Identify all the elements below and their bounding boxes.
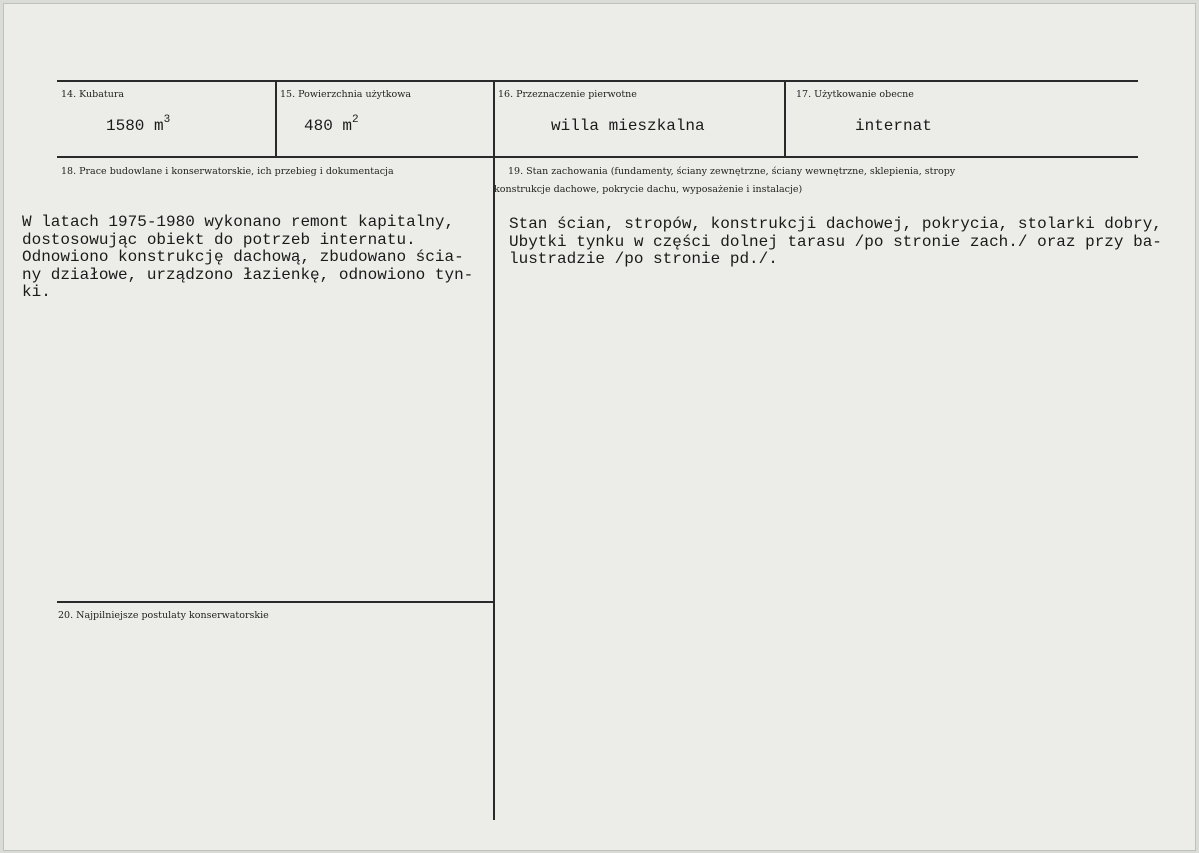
- row-rule: [57, 156, 1138, 158]
- field-16-label: 16. Przeznaczenie pierwotne: [498, 89, 637, 100]
- separator-14-15: [275, 80, 277, 158]
- field-19-label-line1: 19. Stan zachowania (fundamenty, ściany zewnętrzne, ściany wewnętrzne, sklepienia, stropy: [508, 166, 956, 177]
- field-19-label-line2: konstrukcje dachowe, pokrycie dachu, wyposażenie i instalacje): [494, 184, 803, 195]
- field-15-value: 480 $m^2$: [304, 114, 359, 135]
- field-20-rule: [57, 601, 494, 603]
- field-14-value: 1580 $m^3$: [106, 114, 171, 135]
- field-14-label: 14. Kubatura: [61, 89, 125, 100]
- field-18-text: W latach 1975-1980 wykonano remont kapitalny, dostosowując obiekt do potrzeb internatu. Odnowiono konstrukcję dachową, zbudowano ścia- ny działowe, urządzono łazienkę, odnowiono tyn- ki.: [22, 213, 474, 301]
- field-17-label: 17. Użytkowanie obecne: [796, 89, 914, 100]
- main-divider: [493, 156, 495, 820]
- field-14-unit-exponent: 3: [163, 114, 171, 126]
- field-15-label: 15. Powierzchnia użytkowa: [280, 89, 412, 100]
- field-20-label: 20. Najpilniejsze postulaty konserwatorskie: [58, 610, 269, 621]
- field-18-label: 18. Prace budowlane i konserwatorskie, ich przebieg i dokumentacja: [61, 166, 394, 177]
- field-16-value: willa mieszkalna: [551, 117, 705, 135]
- top-rule: [57, 80, 1138, 82]
- record-card: [3, 3, 1196, 851]
- field-15-unit-exponent: 2: [352, 114, 359, 126]
- field-19-text: Stan ścian, stropów, konstrukcji dachowej, pokrycia, stolarki dobry, Ubytki tynku w części dolnej tarasu /po stronie zach./ oraz przy ba- lustradzie /po stronie pd./.: [509, 215, 1162, 268]
- separator-15-16: [493, 80, 495, 158]
- field-17-value: internat: [855, 117, 932, 135]
- separator-16-17: [784, 80, 786, 158]
